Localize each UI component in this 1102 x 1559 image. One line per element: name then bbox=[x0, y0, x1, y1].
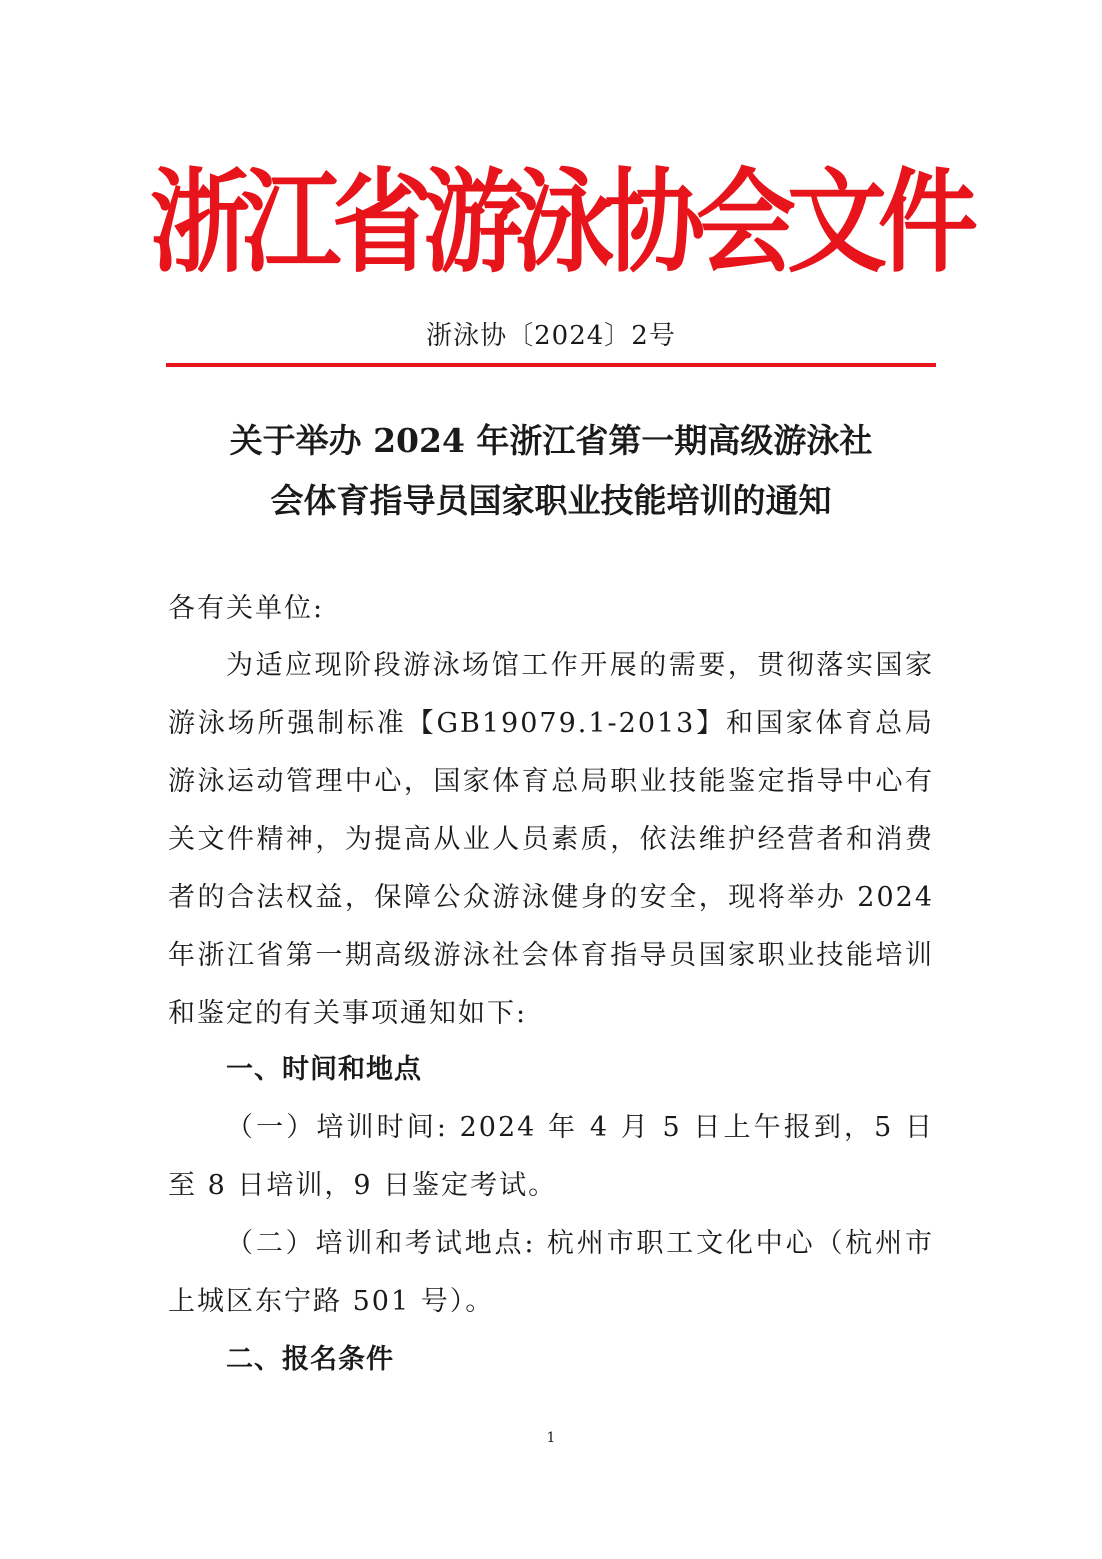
training-place-paragraph bbox=[168, 1215, 934, 1331]
notice-title-line-2: 会体育指导员国家职业技能培训的通知 bbox=[270, 481, 832, 520]
salutation: 各有关单位: bbox=[168, 593, 325, 624]
training-time-paragraph bbox=[168, 1099, 934, 1215]
page-number: 1 bbox=[546, 1430, 556, 1446]
notice-title bbox=[150, 411, 952, 531]
intro-paragraph bbox=[168, 637, 934, 1043]
red-divider-line bbox=[166, 363, 936, 367]
training-place-text: （二）培训和考试地点: 杭州市职工文化中心（杭州市上城区东宁路 501 号）。 bbox=[168, 1228, 934, 1317]
intro-paragraph-text: 为适应现阶段游泳场馆工作开展的需要，贯彻落实国家游泳场所强制标准【GB19079.1-2013】和国家体育总局游泳运动管理中心，国家体育总局职业技能鉴定指导中心有关文件精神，为提高从业人员素质，依法维护经营者和消费者的合法权益，保障公众游泳健身的安全，现将举办 2024 年浙江省第一期高级游泳社会体育指导员国家职业技能培训和鉴定的有关事项通知如下: bbox=[168, 650, 934, 1029]
document-number: 浙泳协〔2024〕2号 bbox=[426, 321, 676, 351]
notice-title-line-1: 关于举办 2024 年浙江省第一期高级游泳社 bbox=[229, 421, 873, 460]
section-heading-requirements: 二、报名条件 bbox=[226, 1344, 394, 1375]
section-heading-time-place: 一、时间和地点 bbox=[226, 1054, 422, 1085]
training-time-text: （一）培训时间: 2024 年 4 月 5 日上午报到，5 日至 8 日培训，9 日鉴定考试。 bbox=[168, 1112, 934, 1201]
masthead-title: 浙江省游泳协会文件 bbox=[150, 156, 969, 288]
